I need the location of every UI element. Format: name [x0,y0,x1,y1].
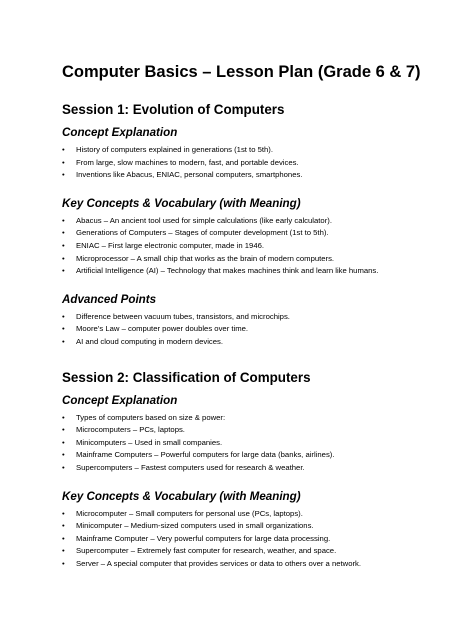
bullet-icon: • [62,253,65,263]
list-item [62,323,434,336]
bullet-list [62,144,434,182]
list-item-text: Inventions like Abacus, ENIAC, personal computers, smartphones. [76,170,303,180]
bullet-list [62,215,434,278]
section-heading: Concept Explanation [62,393,178,407]
session-1-advanced-points [62,292,434,349]
session-1-key-concepts [62,196,434,278]
bullet-icon: • [62,533,65,543]
list-item-text: Microcomputers – PCs, laptops. [76,425,185,435]
session-2-key-concepts [62,489,434,571]
list-item-text: History of computers explained in generations (1st to 5th). [76,145,273,154]
list-item-text: Generations of Computers – Stages of computer development (1st to 5th). [76,228,329,238]
session-2-title: Session 2: Classification of Computers [62,369,311,385]
session-1-title: Session 1: Evolution of Computers [62,102,285,117]
document-title: Computer Basics – Lesson Plan (Grade 6 & 7) [62,63,421,81]
list-item [62,227,434,240]
list-item-text: Microprocessor – A small chip that works as the brain of modern computers. [76,253,335,263]
list-item-text: ENIAC – First large electronic computer, made in 1946. [76,240,265,250]
list-item [62,412,434,425]
bullet-icon: • [62,508,65,518]
list-item-text: Mainframe Computer – Very powerful computers for large data processing. [76,533,331,543]
list-item-text: From large, slow machines to modern, fast, and portable devices. [76,157,299,167]
list-item [62,449,434,462]
section-heading: Concept Explanation [62,126,178,139]
session-2 [62,369,434,571]
bullet-icon: • [62,240,65,250]
session-2-concept-explanation [62,393,434,475]
list-item [62,508,434,521]
list-item-text: Minicomputers – Used in small companies. [76,437,223,447]
bullet-icon: • [62,324,65,334]
bullet-icon: • [62,558,65,568]
bullet-list [62,508,434,571]
section-heading: Key Concepts & Vocabulary (with Meaning) [62,196,301,210]
bullet-icon: • [62,266,65,276]
list-item-text: Abacus – An ancient tool used for simple calculations (like early calculator). [76,215,332,225]
section-heading: Advanced Points [62,292,157,306]
session-1 [62,101,434,349]
list-item [62,157,434,170]
bullet-icon: • [62,157,65,167]
list-item-text: AI and cloud computing in modern devices. [76,336,224,346]
list-item [62,265,434,278]
list-item [62,437,434,450]
list-item-text: Types of computers based on size & power: [76,412,226,422]
list-item-text: Artificial Intelligence (AI) – Technology that makes machines think and learn like humans. [76,266,379,276]
bullet-icon: • [62,546,65,556]
list-item-text: Mainframe Computers – Powerful computers for large data (banks, airlines). [76,450,335,460]
list-item-text: Microcomputer – Small computers for personal use (PCs, laptops). [76,508,303,518]
list-item [62,533,434,546]
bullet-icon: • [62,228,65,238]
list-item [62,215,434,228]
bullet-icon: • [62,170,65,180]
session-1-concept-explanation [62,125,434,182]
list-item [62,311,434,324]
list-item-text: Minicomputer – Medium-sized computers used in small organizations. [76,521,314,531]
bullet-icon: • [62,450,65,460]
bullet-icon: • [62,521,65,531]
list-item [62,169,434,182]
list-item [62,424,434,437]
bullet-list [62,311,434,349]
bullet-list [62,412,434,475]
list-item-text: Difference between vacuum tubes, transistors, and microchips. [76,311,290,321]
list-item [62,240,434,253]
list-item [62,144,434,157]
bullet-icon: • [62,437,65,447]
bullet-icon: • [62,412,65,422]
bullet-icon: • [62,311,65,321]
list-item [62,336,434,349]
bullet-icon: • [62,215,65,225]
list-item-text: Supercomputer – Extremely fast computer for research, weather, and space. [76,546,337,556]
list-item [62,462,434,475]
list-item-text: Supercomputers – Fastest computers used for research & weather. [76,462,305,472]
list-item-text: Server – A special computer that provides services or data to others over a network. [76,558,362,568]
bullet-icon: • [62,336,65,346]
list-item [62,520,434,533]
bullet-icon: • [62,425,65,435]
bullet-icon: • [62,145,65,154]
list-item [62,545,434,558]
list-item [62,253,434,266]
section-heading: Key Concepts & Vocabulary (with Meaning) [62,489,301,503]
list-item [62,558,434,571]
list-item-text: Moore’s Law – computer power doubles over time. [76,324,249,334]
bullet-icon: • [62,462,65,472]
